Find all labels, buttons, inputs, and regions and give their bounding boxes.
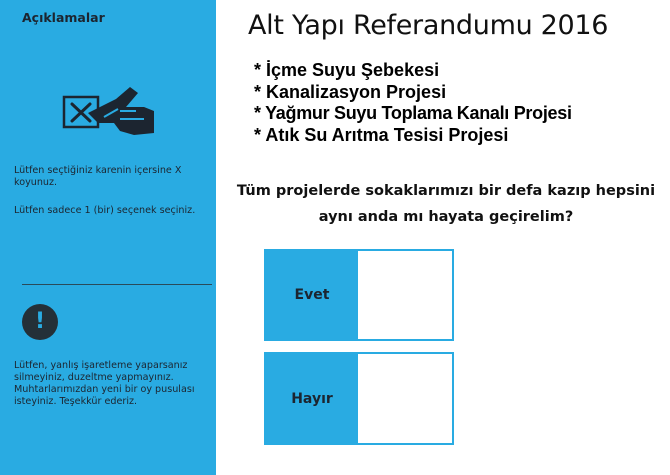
- instruction-mark-x: Lütfen seçtiğiniz karenin içersine X koyunuz.: [14, 165, 182, 188]
- project-list: [254, 60, 614, 146]
- page-title: Alt Yapı Referandumu 2016: [248, 10, 609, 41]
- ballot-check-icon: [58, 83, 162, 145]
- list-item: * Yağmur Suyu Toplama Kanalı Projesi: [254, 103, 572, 123]
- list-item: * İçme Suyu Şebekesi: [254, 60, 440, 80]
- checkbox-yes[interactable]: [358, 251, 452, 339]
- referendum-question: Tüm projelerde sokaklarımızı bir defa kazıp hepsini aynı anda mı hayata geçirelim?: [236, 183, 656, 225]
- list-item: * Kanalizasyon Projesi: [254, 81, 447, 102]
- instruction-no-correction: Lütfen, yanlış işaretleme yaparsanız silmeyiniz, duzeltme yapmayınız. Muhtarlarımızdan yeni bir oy pusulası isteyiniz. Teşekkür ederiz.: [14, 360, 195, 407]
- sidebar-title: Açıklamalar: [22, 10, 105, 25]
- vote-option-yes[interactable]: [264, 249, 454, 341]
- checkbox-no[interactable]: [358, 354, 452, 443]
- instruction-single-choice: Lütfen sadece 1 (bir) seçenek seçiniz.: [14, 205, 196, 216]
- list-item: * Atık Su Arıtma Tesisi Projesi: [254, 124, 509, 145]
- option-label-no: Hayır: [266, 354, 358, 443]
- option-label-yes: Evet: [266, 251, 358, 339]
- instructions-sidebar: [0, 0, 216, 475]
- divider: [22, 284, 212, 285]
- warning-icon: !: [22, 304, 58, 340]
- vote-option-no[interactable]: [264, 352, 454, 445]
